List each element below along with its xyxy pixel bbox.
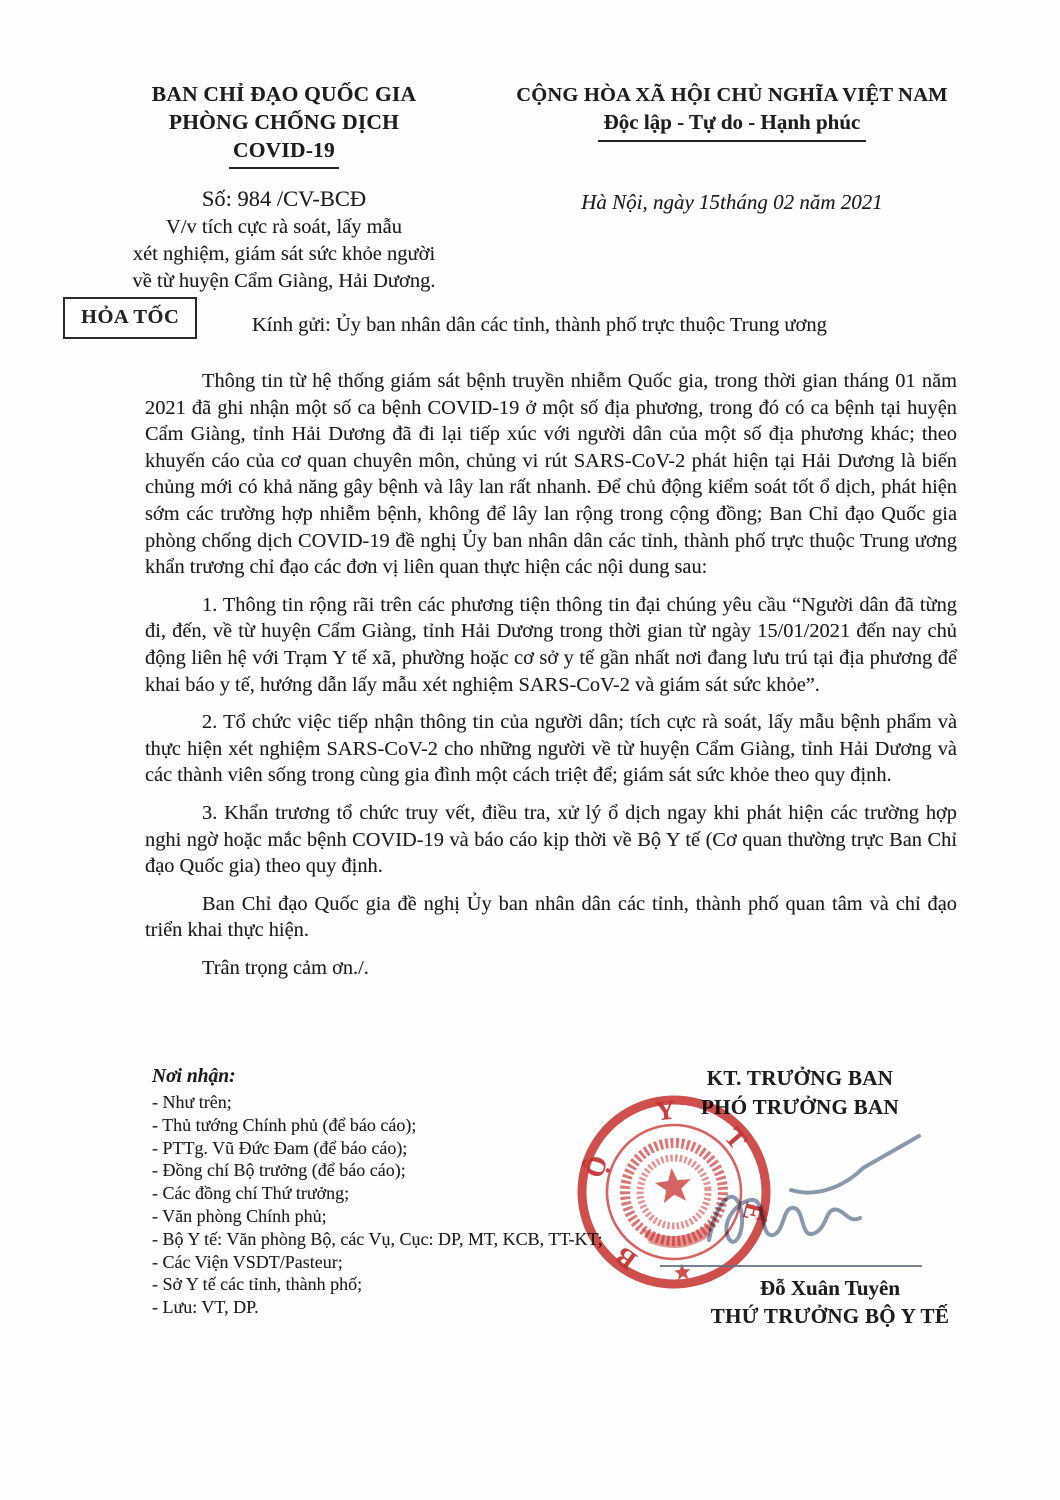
recipient-item: - Như trên;: [152, 1092, 232, 1112]
place-date: Hà Nội, ngày 15tháng 02 năm 2021: [581, 190, 883, 214]
republic-name: CỘNG HÒA XÃ HỘI CHỦ NGHĨA VIỆT NAM: [516, 84, 948, 106]
signer-heading-line-2: PHÓ TRƯỞNG BAN: [701, 1095, 899, 1119]
issuer-line-3: [58, 136, 510, 169]
seal-letter-t: T: [718, 1121, 754, 1155]
body-paragraph: 2. Tổ chức việc tiếp nhận thông tin của người dân; tích cực rà soát, lấy mẫu bệnh phẩm và thực hiện xét nghiệm SARS-CoV-2 cho những người về từ huyện Cẩm Giàng, tỉnh Hải Dương và các thành viên sống trong cùng gia đình một cách triệt để; giám sát sức khỏe theo quy định.: [145, 711, 957, 787]
body-text: [145, 368, 957, 992]
subject-line: về từ huyện Cẩm Giàng, Hải Dương.: [132, 270, 436, 292]
seal-letter-o: Ộ: [578, 1152, 614, 1182]
recipient-item: - Bộ Y tế: Văn phòng Bộ, các Vụ, Cục: DP, MT, KCB, TT-KT;: [152, 1228, 603, 1249]
seal-center-star: [654, 1166, 693, 1204]
recipient-item: - PTTg. Vũ Đức Đam (để báo cáo);: [152, 1137, 408, 1158]
urgency-box: HỎA TỐC: [63, 297, 197, 339]
document-subject: [58, 214, 510, 295]
signer-name-block: [660, 1274, 1000, 1331]
national-motto: [468, 108, 996, 142]
seal-letter-e: Ế: [736, 1199, 771, 1225]
seal-letter-b: B: [609, 1240, 642, 1276]
document-number: Số: 984 /CV-BCĐ: [201, 186, 367, 211]
subject-line: xét nghiệm, giám sát sức khỏe người: [132, 243, 436, 265]
issuer-covid-label: COVID-19: [229, 136, 339, 169]
issuer-line-2: PHÒNG CHỐNG DỊCH: [168, 110, 400, 134]
recipient-item: - Đồng chí Bộ trưởng (để báo cáo);: [152, 1160, 406, 1181]
signer-title: THỨ TRƯỞNG BỘ Y TẾ: [710, 1304, 950, 1328]
recipients-list: [152, 1091, 622, 1319]
recipient-item: - Thủ tướng Chính phủ (để báo cáo);: [152, 1114, 417, 1135]
recipient-item: - Các đồng chí Thứ trưởng;: [152, 1183, 350, 1204]
recipient-item: - Các Viện VSDT/Pasteur;: [152, 1251, 343, 1272]
body-paragraph: Trân trọng cảm ơn./.: [202, 956, 369, 979]
body-paragraph: Ban Chỉ đạo Quốc gia đề nghị Ủy ban nhân dân các tỉnh, thành phố quan tâm và chỉ đạo triển khai thực hiện.: [145, 892, 957, 942]
signer-name: Đỗ Xuân Tuyên: [759, 1276, 901, 1300]
recipient-item: - Văn phòng Chính phủ;: [152, 1205, 327, 1226]
recipients-label: Nơi nhận:: [152, 1066, 236, 1087]
issuer-block: [58, 80, 510, 169]
seal-letter-y: Y: [654, 1094, 677, 1127]
body-paragraph: 1. Thông tin rộng rãi trên các phương tiện thông tin đại chúng yêu cầu “Người dân đã từng đi, đến, về từ huyện Cẩm Giàng, tỉnh Hải Dương trong thời gian từ ngày 15/01/2021 đến nay chủ động liên hệ với Trạm Y tế xã, phường hoặc cơ sở y tế gần nhất nơi đang lưu trú tại địa phương để khai báo y tế, hướng dẫn lấy mẫu xét nghiệm SARS-CoV-2 và giám sát sức khỏe”.: [145, 593, 957, 696]
document-number-block: [58, 184, 510, 295]
signature-rule: [660, 1265, 922, 1267]
national-motto-block: [468, 82, 996, 142]
issuer-line-1: BAN CHỈ ĐẠO QUỐC GIA: [151, 82, 417, 106]
recipient-item: - Lưu: VT, DP.: [152, 1297, 259, 1318]
motto-text: Độc lập - Tự do - Hạnh phúc: [598, 108, 867, 142]
recipient-item: - Sở Y tế các tỉnh, thành phố;: [152, 1274, 363, 1295]
salutation: Kính gửi: Ủy ban nhân dân các tỉnh, thành phố trực thuộc Trung ương: [252, 314, 827, 336]
signer-heading-line-1: KT. TRƯỞNG BAN: [706, 1066, 894, 1090]
body-paragraph: 3. Khẩn trương tổ chức truy vết, điều tra, xử lý ổ dịch ngay khi phát hiện các trường hợp nghi ngờ hoặc mắc bệnh COVID-19 và báo cáo kịp thời về Bộ Y tế (Cơ quan thường trực Ban Chỉ đạo Quốc gia) theo quy định.: [145, 801, 957, 878]
body-paragraph: Thông tin từ hệ thống giám sát bệnh truyền nhiễm Quốc gia, trong thời gian tháng 01 năm 2021 đã ghi nhận một số ca bệnh COVID-19 ở một số địa phương, trong đó có ca bệnh tại huyện Cẩm Giàng, tỉnh Hải Dương đã đi lại tiếp xúc với người dân của một số địa phương khác; theo khuyến cáo của cơ quan chuyên môn, chủng vi rút SARS-CoV-2 phát hiện tại Hải Dương là biến chủng mới có khả năng gây bệnh và lây lan rất nhanh. Để chủ động kiểm soát tốt ổ dịch, phát hiện sớm các trường hợp nhiễm bệnh, không để lây lan rộng trong cộng đồng; Ban Chỉ đạo Quốc gia phòng chống dịch COVID-19 đề nghị Ủy ban nhân dân các tỉnh, thành phố trực thuộc Trung ương khẩn trương chỉ đạo các đơn vị liên quan thực hiện các nội dung sau:: [145, 370, 957, 579]
subject-line: V/v tích cực rà soát, lấy mẫu: [166, 216, 402, 238]
signature-icon: [695, 1128, 925, 1273]
